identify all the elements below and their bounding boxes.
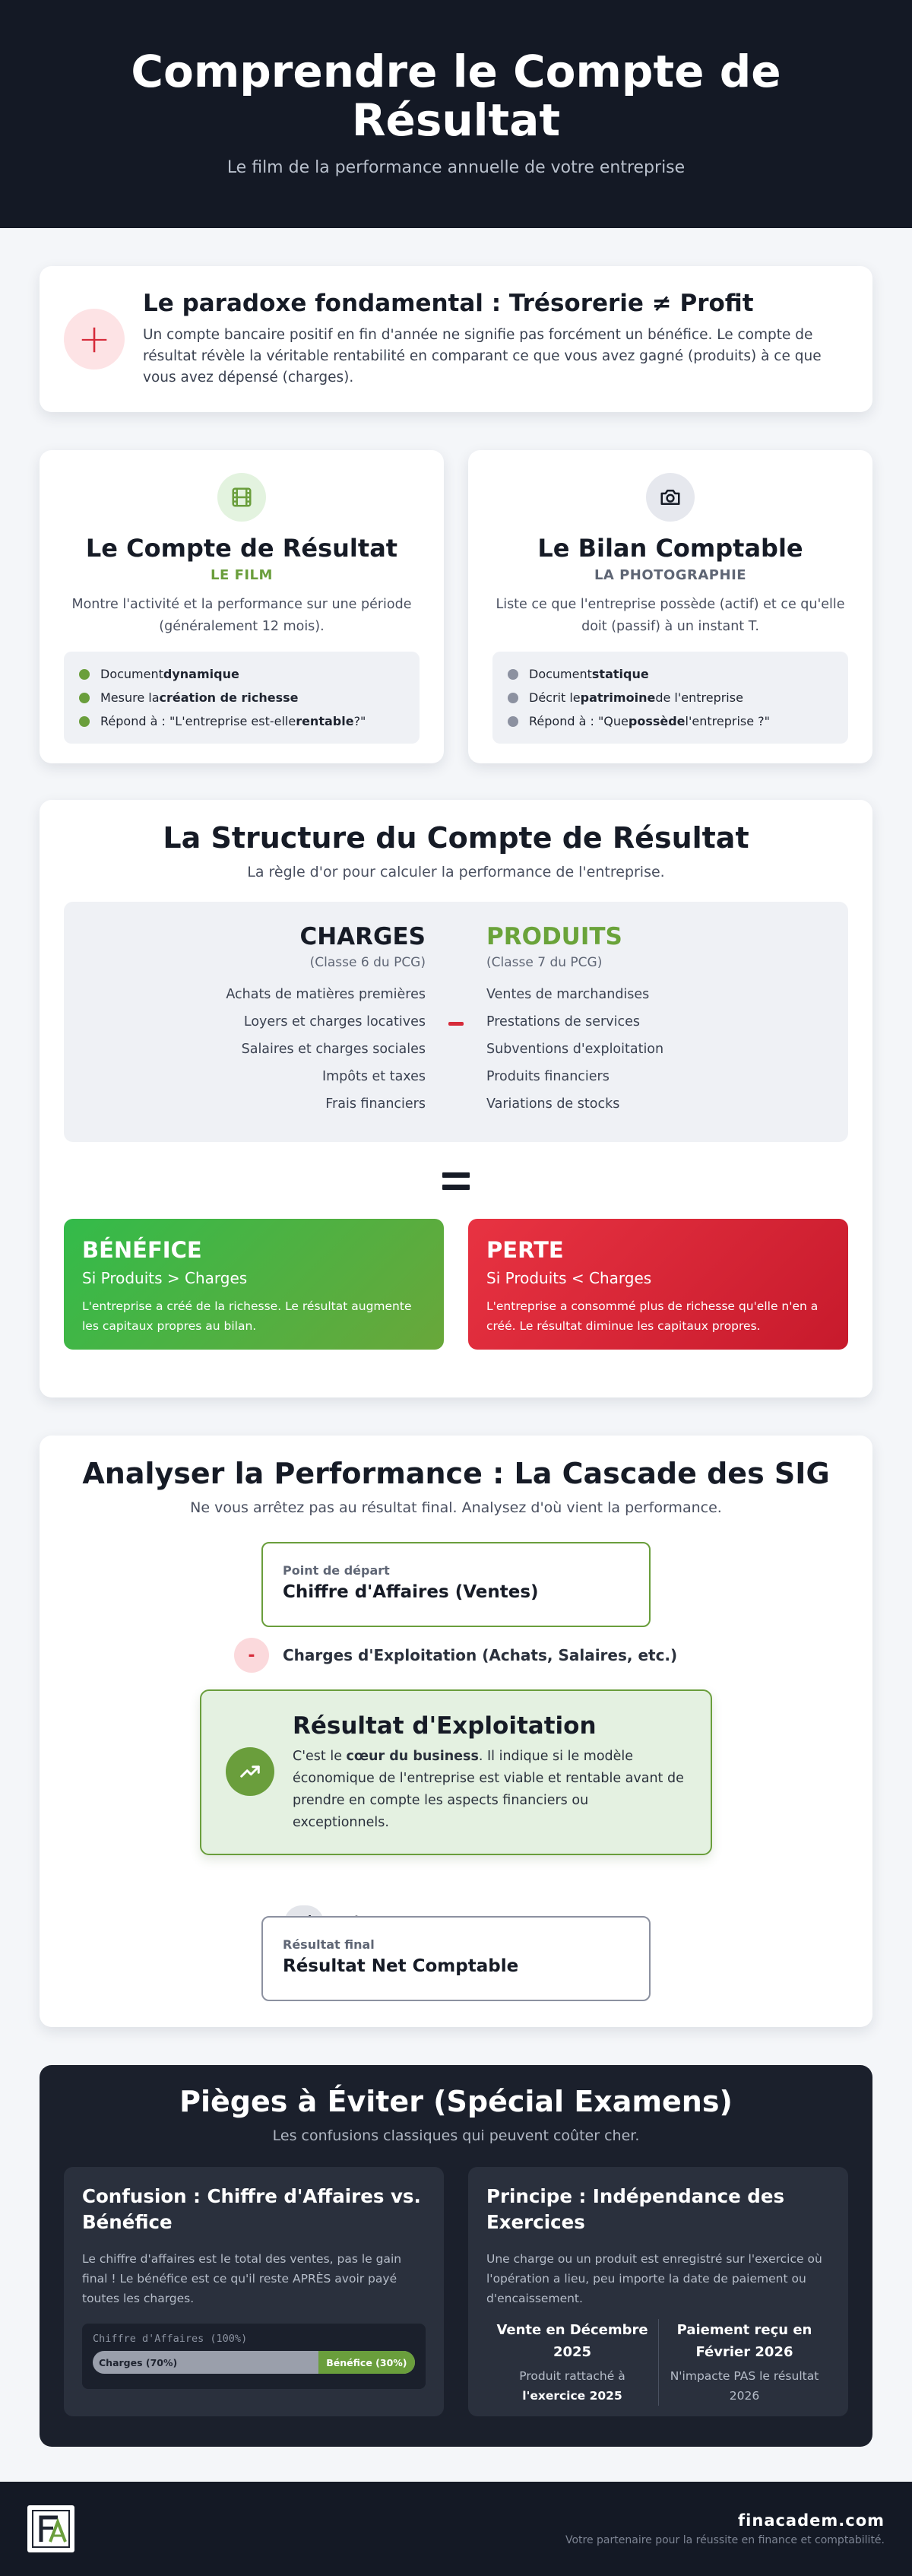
bilan-bullets [492,652,848,744]
cascade-title: Analyser la Performance : La Cascade des SIG [82,1457,830,1490]
cr-bullets [64,652,420,744]
equals-icon [442,1172,470,1190]
charges-title: CHARGES [299,923,426,950]
perte-title: PERTE [486,1237,564,1263]
list-item: Document statique [508,662,833,686]
charge-item: Loyers et charges locatives [243,1014,426,1029]
example-column [658,2319,830,2406]
charges-class: (Classe 6 du PCG) [309,955,426,970]
structure-diagram [64,902,848,1142]
finacadem-logo[interactable] [27,2505,74,2552]
bilan-kicker: LA PHOTOGRAPHIE [594,567,747,583]
page-title: Comprendre le Compte de Résultat [131,46,781,146]
list-item: Mesure la création de richesse [79,686,404,709]
example-text: Produit rattaché à l'exercice 2025 [519,2369,625,2403]
bilan-card [468,450,872,763]
benefice-title: BÉNÉFICE [82,1237,202,1263]
charges-segment: Charges (70%) [99,2356,178,2368]
list-item: Répond à : "L'entreprise est-elle rentable ?" [79,709,404,733]
paradox-text: Un compte bancaire positif en fin d'année ne signifie pas forcément un bénéfice. Le compte de résultat révèle la véritable rentabilité en comparant ce que vous avez gagné (produits) à ce que vous avez dépensé (charges). [143,327,822,385]
perte-card [468,1219,848,1350]
produit-item: Prestations de services [486,1014,640,1029]
hero-header [0,0,912,228]
pitfalls-subtitle: Les confusions classiques qui peuvent coûter cher. [272,2127,640,2144]
result-text: C'est le cœur du business. Il indique si le modèle économique de l'entreprise est viable et rentable avant de prendre en compte les aspects financiers ou exceptionnels. [293,1749,684,1830]
cr-title: Le Compte de Résultat [85,534,398,563]
benefice-text: L'entreprise a créé de la richesse. Le résultat augmente les capitaux propres au bilan. [82,1299,412,1333]
final-step [261,1916,651,2001]
comparison-section [40,450,872,763]
film-icon [217,473,266,522]
produit-item: Subventions d'exploitation [486,1042,664,1057]
pitfall-text: Une charge ou un produit est enregistré sur l'exercice où l'opération a lieu, peu importe la date de paiement ou d'encaissement. [486,2252,822,2305]
start-value: Chiffre d'Affaires (Ventes) [283,1582,539,1602]
compte-resultat-card [40,450,444,763]
structure-card [40,800,872,1397]
example-column [486,2319,658,2406]
start-label: Point de départ [283,1563,390,1578]
structure-title: La Structure du Compte de Résultat [163,821,749,855]
ca-breakdown [82,2324,426,2389]
minus-icon [448,1022,464,1026]
pitfall-title: Principe : Indépendance des Exercices [486,2185,785,2233]
operation-text: Charges d'Exploitation (Achats, Salaires, etc.) [283,1646,678,1664]
produits-title: PRODUITS [486,923,622,950]
result-title: Résultat d'Exploitation [293,1712,597,1740]
charge-item: Frais financiers [325,1096,426,1112]
benefice-segment: Bénéfice (30%) [318,2351,415,2374]
charges-column [226,923,426,1118]
structure-subtitle: La règle d'or pour calculer la performance de l'entreprise. [247,864,665,880]
minus-icon: - [234,1638,269,1673]
perte-text: L'entreprise a consommé plus de richesse qu'elle n'en a créé. Le résultat diminue les capitaux propres. [486,1299,819,1333]
final-value: Résultat Net Comptable [283,1956,519,1976]
produit-item: Ventes de marchandises [486,987,650,1002]
produit-item: Produits financiers [486,1069,610,1084]
pitfalls-section [40,2065,872,2447]
bilan-title: Le Bilan Comptable [537,534,803,563]
footer [0,2482,912,2576]
list-item: Document dynamique [79,662,404,686]
produit-item: Variations de stocks [486,1096,620,1112]
ca-vs-benefice-card [64,2167,444,2416]
cascade-subtitle: Ne vous arrêtez pas au résultat final. Analysez d'où vient la performance. [190,1499,722,1516]
benefice-condition: Si Produits > Charges [82,1269,248,1287]
paradox-card [40,266,872,412]
charge-item: Impôts et taxes [321,1069,426,1084]
trending-up-icon [226,1747,274,1796]
operation-row [234,1638,677,1673]
resultat-exploitation-box [200,1689,712,1855]
produits-column [486,923,663,1118]
pitfall-text: Le chiffre d'affaires est le total des ventes, pas le gain final ! Le bénéfice est ce qu'il reste APRÈS avoir payé toutes les charges. [82,2252,402,2305]
example-text: N'impacte PAS le résultat 2026 [670,2369,819,2403]
brand-name[interactable]: finacadem.com [738,2511,885,2530]
exercice-example [486,2319,830,2406]
example-title: Paiement reçu en Février 2026 [676,2322,812,2360]
bilan-description: Liste ce que l'entreprise possède (actif) et ce qu'elle doit (passif) à un instant T. [496,597,845,634]
cascade-card [40,1436,872,2027]
final-label: Résultat final [283,1937,375,1952]
plus-icon: + [64,309,125,370]
camera-icon [646,473,695,522]
bar-title: Chiffre d'Affaires (100%) [93,2333,248,2345]
paradox-title: Le paradoxe fondamental : Trésorerie ≠ Profit [143,290,754,317]
benefice-card [64,1219,444,1350]
produits-class: (Classe 7 du PCG) [486,955,603,970]
ca-bar [93,2351,415,2374]
start-step [261,1542,651,1627]
list-item: Décrit le patrimoine de l'entreprise [508,686,833,709]
cr-kicker: LE FILM [211,567,273,583]
example-title: Vente en Décembre 2025 [496,2322,648,2360]
charge-item: Achats de matières premières [226,987,426,1002]
brand-tagline: Votre partenaire pour la réussite en finance et comptabilité. [565,2534,885,2546]
page-subtitle: Le film de la performance annuelle de votre entreprise [226,158,686,177]
list-item: Répond à : "Que possède l'entreprise ?" [508,709,833,733]
pitfalls-title: Pièges à Éviter (Spécial Examens) [179,2085,733,2118]
charge-item: Salaires et charges sociales [241,1042,426,1057]
independance-card [468,2167,848,2416]
perte-condition: Si Produits < Charges [486,1269,652,1287]
cr-description: Montre l'activité et la performance sur une période (généralement 12 mois). [71,597,412,634]
pitfall-title: Confusion : Chiffre d'Affaires vs. Bénéfice [82,2185,421,2233]
